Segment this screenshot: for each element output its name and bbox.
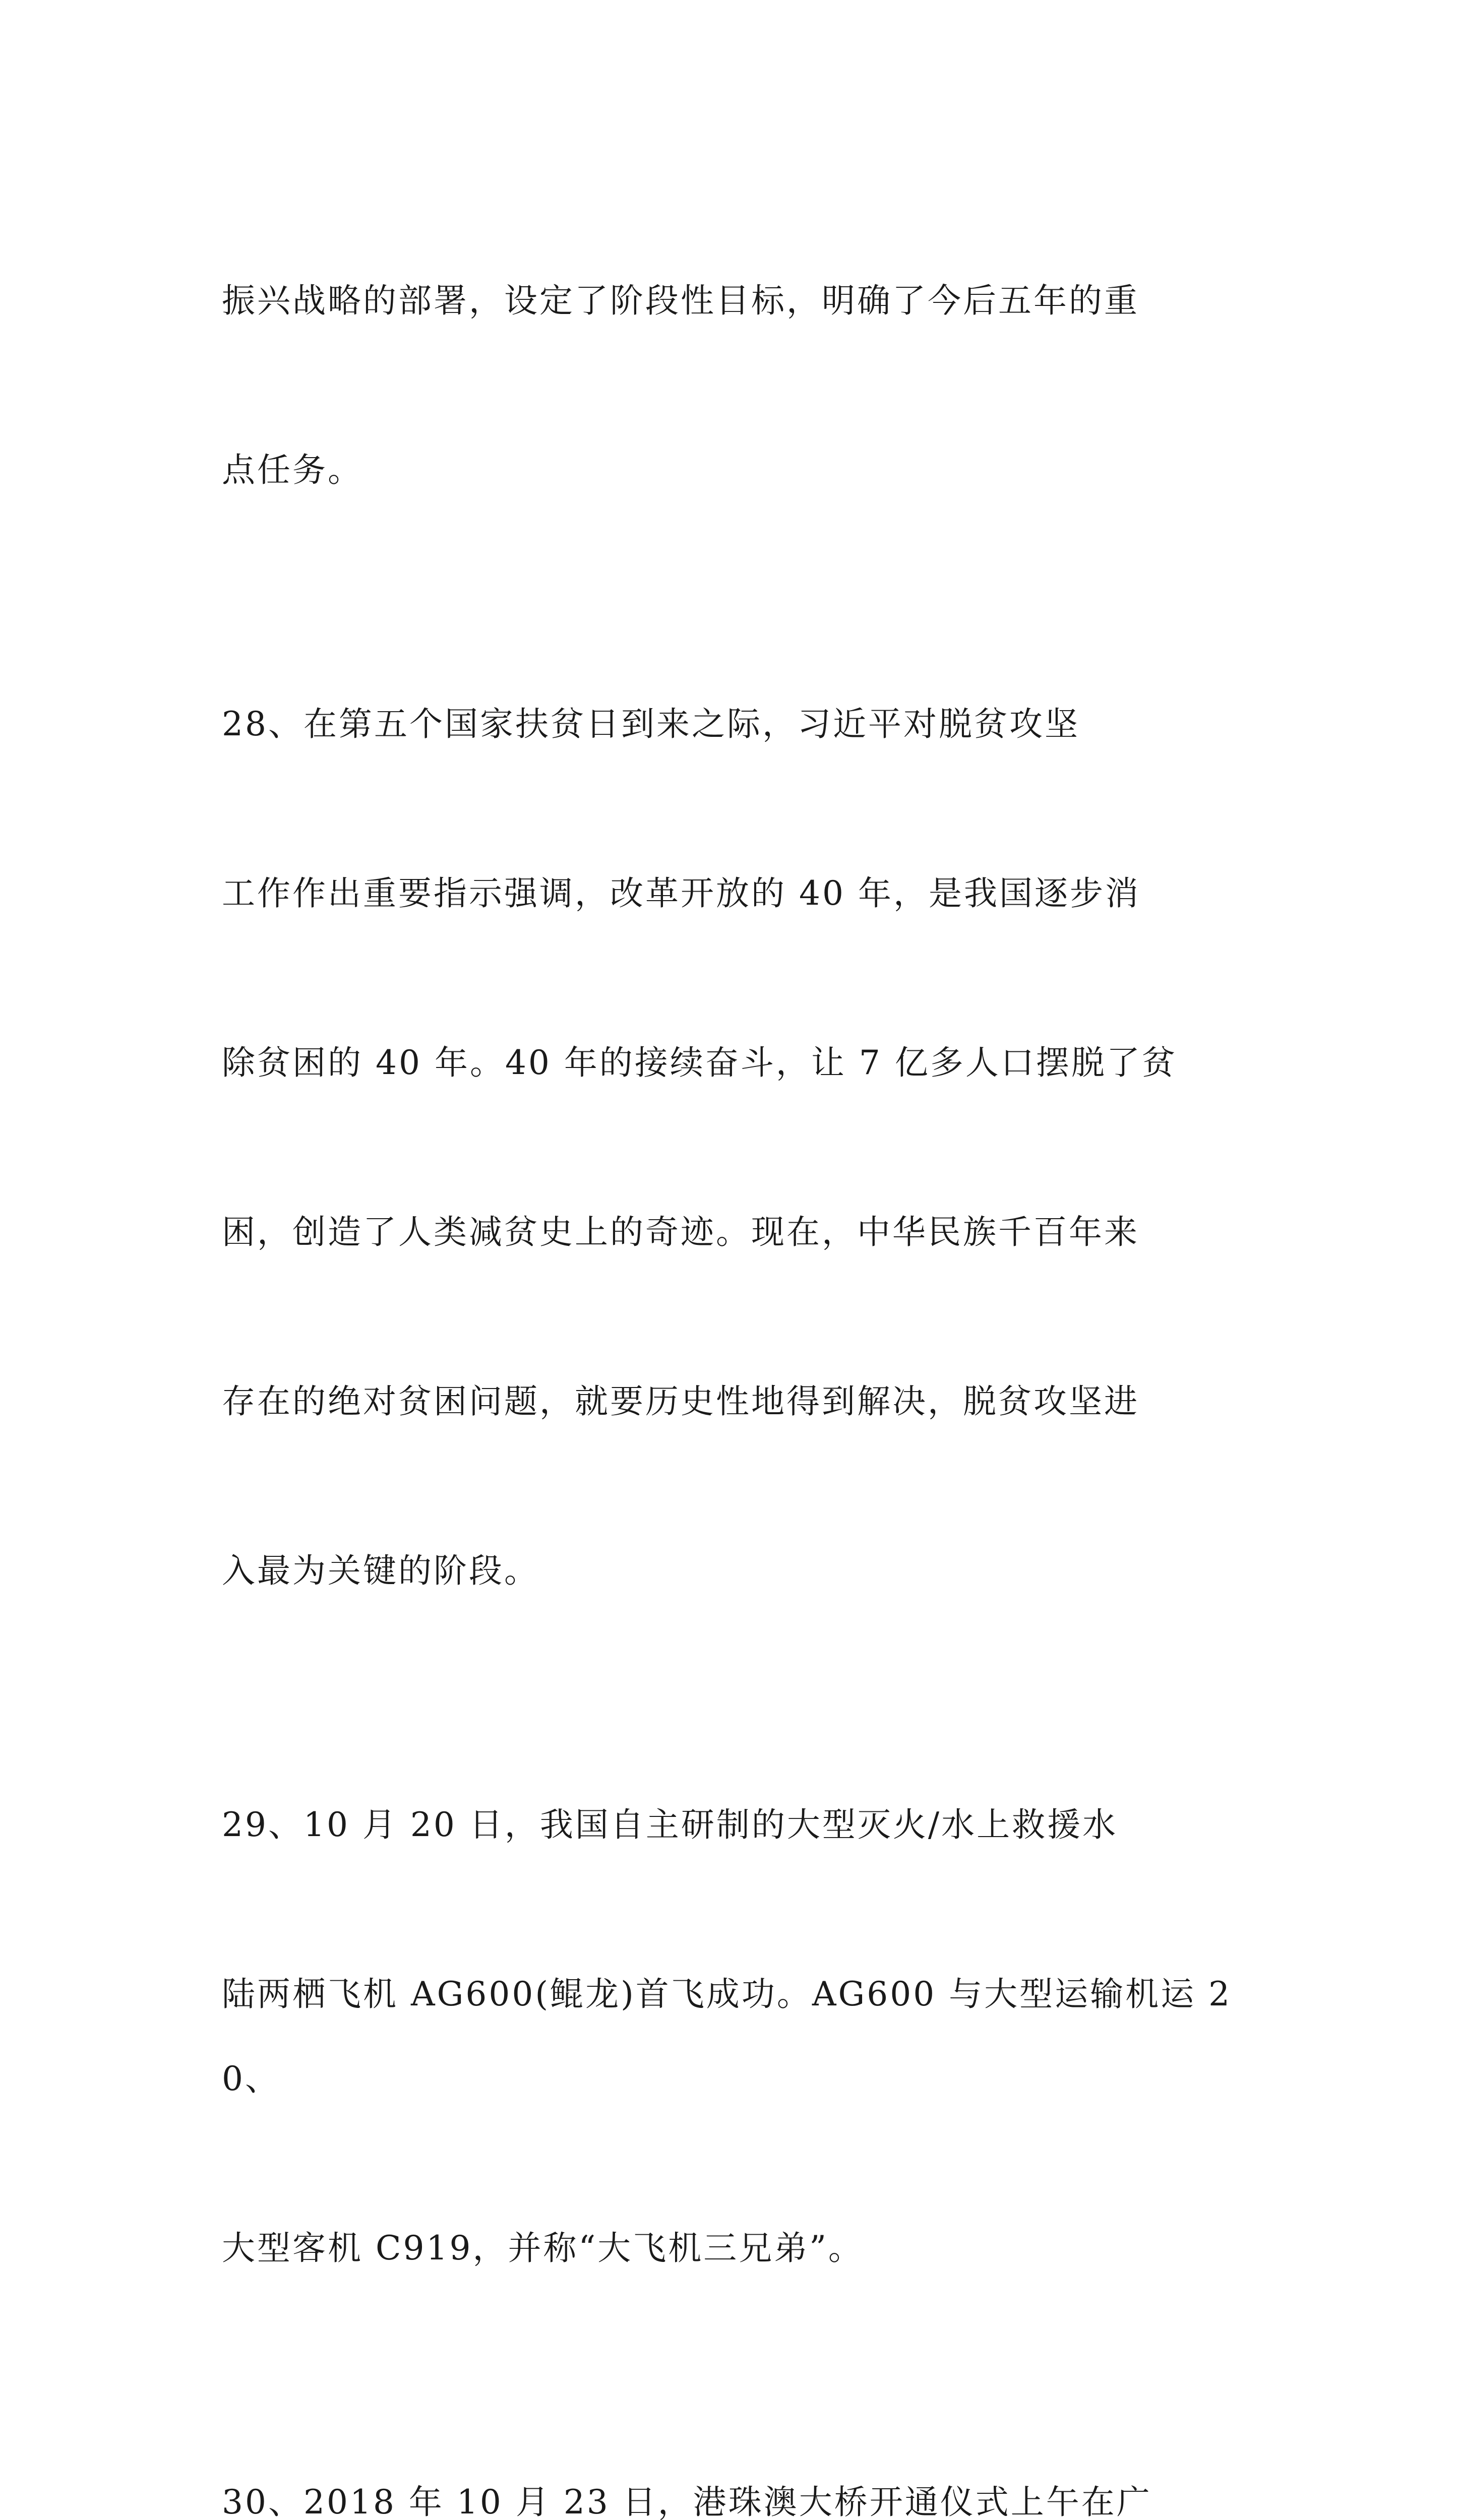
text-line: 大型客机 C919，并称“大飞机三兄弟”。 [222,2229,864,2267]
text-line: 困，创造了人类减贫史上的奇迹。现在，中华民族千百年来 [222,1213,1139,1251]
paragraph-item-29 [222,1698,1235,2375]
paragraph-item-28 [222,597,1235,1698]
text-line: 存在的绝对贫困问题，就要历史性地得到解决，脱贫攻坚进 [222,1382,1139,1421]
text-line: 振兴战略的部署，设定了阶段性目标，明确了今后五年的重 [222,281,1139,320]
text-line: 入最为关键的阶段。 [222,1551,539,1590]
text-line: 点任务。 [222,451,363,489]
text-line: 工作作出重要指示强调，改革开放的 40 年，是我国逐步消 [222,874,1140,913]
text-line: 29、10 月 20 日，我国自主研制的大型灭火/水上救援水 [222,1805,1118,1844]
document-body [222,174,1235,2520]
paragraph-item-30 [222,2375,1235,2520]
text-line: 30、2018 年 10 月 23 日，港珠澳大桥开通仪式上午在广 [222,2483,1152,2520]
text-line: 陆两栖飞机 AG600(鲲龙)首飞成功。AG600 与大型运输机运 20、 [222,1975,1232,2098]
text-line: 除贫困的 40 年。40 年的接续奋斗，让 7 亿多人口摆脱了贫 [222,1043,1177,1082]
text-line: 28、在第五个国家扶贫日到来之际，习近平对脱贫攻坚 [222,705,1080,743]
paragraph-strategy-continuation [222,174,1235,597]
